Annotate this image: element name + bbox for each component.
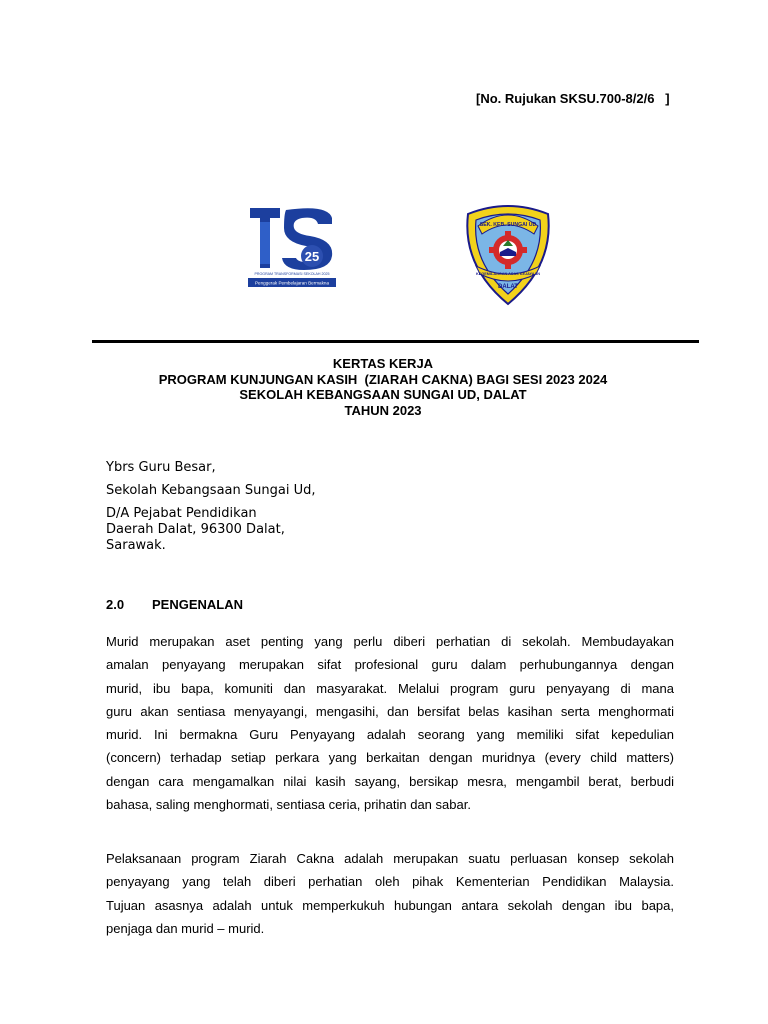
section-heading xyxy=(106,597,243,612)
address-line-1: Ybrs Guru Besar, xyxy=(106,460,216,475)
paragraph-line: Murid merupakan aset penting yang perlu diberi perhatian di sekolah. Membudayakan xyxy=(106,634,674,649)
document-title-block xyxy=(92,356,674,418)
address-line-3: D/A Pejabat Pendidikan xyxy=(106,506,257,521)
section-title: PENGENALAN xyxy=(152,597,244,612)
title-line-4: TAHUN 2023 xyxy=(344,402,422,418)
school-crest xyxy=(462,200,554,308)
title-line-2: PROGRAM KUNJUNGAN KASIH (ZIARAH CAKNA) BAGI SESI 2023 2024 xyxy=(158,371,608,387)
paragraph-line: penyayang yang telah diberi perhatian oleh pihak Kementerian Pendidikan Malaysia. xyxy=(106,874,674,890)
crest-ribbon-motto: KEGEMILANGAN ASAS KEJAYAAN xyxy=(476,272,540,276)
paragraph-line: penjaga dan murid – murid. xyxy=(106,920,265,936)
title-line-3: SEKOLAH KEBANGSAAN SUNGAI UD, DALAT xyxy=(239,387,527,402)
paragraph-introduction xyxy=(106,630,674,816)
paragraph-line: amalan penyayang merupakan sifat profesional guru dalam perhubungannya dengan xyxy=(106,657,674,673)
address-line-2: Sekolah Kebangsaan Sungai Ud, xyxy=(106,483,316,498)
paragraph-line: Pelaksanaan program Ziarah Cakna adalah merupakan suatu perluasan konsep sekolah xyxy=(106,851,674,866)
address-line-5: Sarawak. xyxy=(106,538,166,553)
paragraph-line: (concern) terhadap setiap perkara yang berkaitan dengan muridnya (every child matters) xyxy=(106,750,674,766)
paragraph-line: murid. Ini bermakna Guru Penyayang adalah seorang yang memiliki sifat kepedulian xyxy=(106,727,674,743)
ts25-number: 25 xyxy=(304,249,320,264)
paragraph-line: dengan cara mengamalkan nilai kasih sayang, bersikap mesra, mengambil berat, berbudi xyxy=(106,773,674,789)
ts25-caption: PROGRAM TRANSFORMASI SEKOLAH 2025 xyxy=(254,272,330,276)
title-line-1: KERTAS KERJA xyxy=(332,356,434,371)
section-number: 2.0 xyxy=(106,597,125,612)
reference-number: [No. Rujukan SKSU.700-8/2/6 ] xyxy=(476,91,670,106)
crest-ribbon-top: SEK. KEB. SUNGAI UD xyxy=(479,222,537,228)
paragraph-line: Tujuan asasnya adalah untuk memperkukuh hubungan antara sekolah dengan ibu bapa, xyxy=(106,897,674,913)
address-line-4: Daerah Dalat, 96300 Dalat, xyxy=(106,522,285,537)
paragraph-line: guru akan sentiasa menyayangi, mengasihi, dan bersifat belas kasihan serta menghormati xyxy=(106,703,674,719)
paragraph-implementation xyxy=(106,847,674,940)
paragraph-line: bahasa, saling menghormati, sentiasa ceria, prihatin dan sabar. xyxy=(106,797,471,813)
ts25-logo xyxy=(246,204,338,288)
header-divider xyxy=(92,340,699,343)
recipient-address xyxy=(106,460,315,554)
crest-bottom-label: DALAT xyxy=(498,284,518,290)
paragraph-line: murid, ibu bapa, komuniti dan masyarakat. Melalui program guru penyayang di mana xyxy=(106,680,674,696)
ts25-tagline: Penggerak Pembelajaran Bermakna xyxy=(254,280,330,286)
